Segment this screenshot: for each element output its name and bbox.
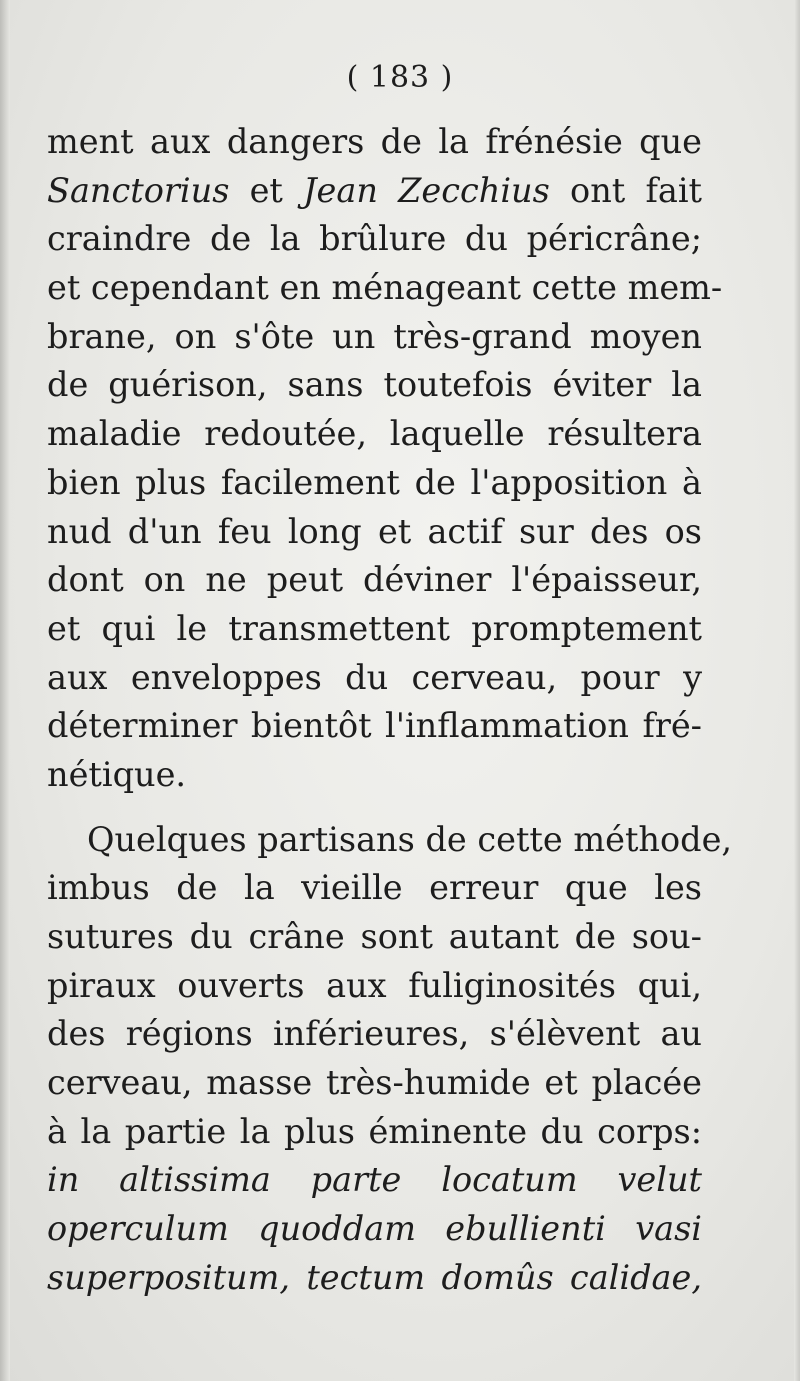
text-line: ment aux dangers de la frénésie que — [47, 122, 702, 161]
text-fragment: ont fait — [549, 170, 702, 210]
page-left-edge — [0, 0, 10, 1381]
text-line: dont on ne peut déviner l'épaisseur, — [47, 560, 702, 600]
text-line: bien plus facilement de l'apposition à — [47, 462, 702, 502]
text-line: brane, on s'ôte un très-grand moyen — [47, 316, 702, 356]
text-line: maladie redoutée, laquelle résultera — [47, 414, 702, 454]
text-line: et qui le transmettent promptement — [47, 608, 702, 648]
latin-quote-line: operculum quoddam ebullienti vasi — [47, 1209, 702, 1249]
text-line: à la partie la plus éminente du corps: — [47, 1111, 702, 1151]
text-fragment: et — [229, 170, 304, 210]
paragraph-2 — [47, 816, 733, 1303]
text-line: sutures du crâne sont autant de sou- — [47, 917, 702, 956]
text-line: aux enveloppes du cerveau, pour y — [47, 657, 702, 697]
text-line: imbus de la vieille erreur que les — [47, 868, 702, 908]
author-name-zecchius: Jean Zecchius — [303, 170, 550, 210]
text-line: Quelques partisans de cette méthode, — [87, 819, 733, 859]
page-right-edge — [794, 0, 800, 1381]
page-number: ( 183 ) — [346, 60, 454, 95]
text-line: piraux ouverts aux fuliginosités qui, — [47, 965, 702, 1005]
paragraph-gap — [47, 800, 702, 816]
body-text — [47, 118, 733, 1303]
text-line — [47, 167, 702, 216]
text-line: de guérison, sans toutefois éviter la — [47, 365, 702, 405]
text-line: déterminer bientôt l'inflammation fré- — [47, 706, 702, 746]
paragraph-1 — [47, 118, 723, 800]
latin-quote-line: in altissima parte locatum velut — [47, 1160, 702, 1200]
text-line: et cependant en ménageant cette mem- — [47, 268, 723, 308]
text-line: nud d'un feu long et actif sur des os — [47, 511, 702, 551]
text-line: cerveau, masse très-humide et placée — [47, 1063, 702, 1103]
text-line: craindre de la brûlure du péricrâne; — [47, 219, 702, 259]
author-name-sanctorius: Sanctorius — [47, 170, 230, 210]
text-line: nétique. — [47, 754, 187, 794]
text-line: des régions inférieures, s'élèvent au — [47, 1014, 702, 1054]
latin-quote-line: superpositum, tectum domûs calidae, — [47, 1257, 702, 1297]
